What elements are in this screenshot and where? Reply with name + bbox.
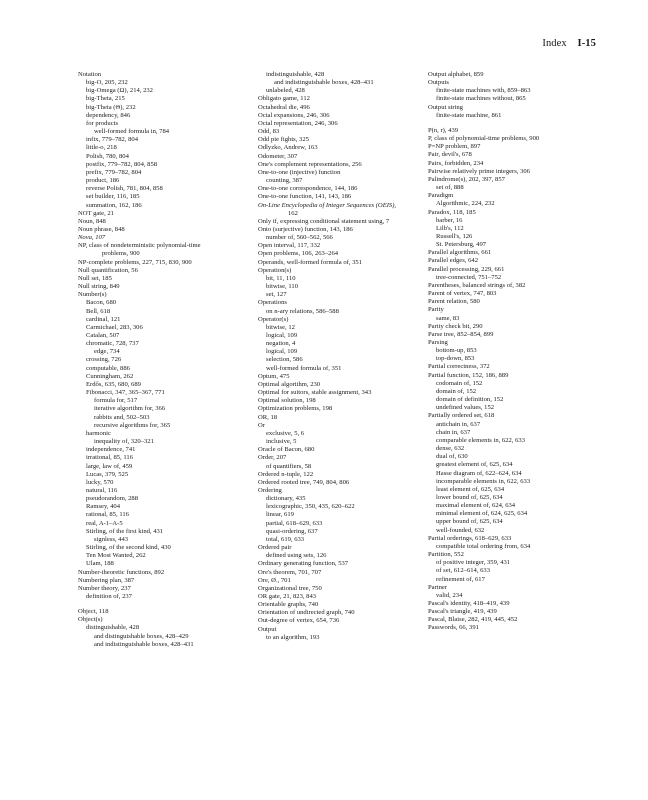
index-subentry: and indistinguishable boxes, 428–431: [94, 640, 194, 648]
index-entry: Number-theoretic functions, 892: [78, 568, 165, 576]
index-subentry: same, 83: [436, 314, 460, 322]
index-entry: Odd, 83: [258, 128, 280, 136]
index-entry: Optimization problems, 198: [258, 405, 333, 413]
index-subentry: of positive integer, 359, 431: [436, 559, 511, 567]
index-subentry: Ten Most Wanted, 262: [86, 552, 146, 560]
index-entry: Passwords, 66, 391: [428, 624, 479, 632]
index-entry: Orientable graphs, 740: [258, 601, 319, 609]
index-entry: Parsing: [428, 339, 448, 346]
index-entry: Partner: [428, 583, 448, 591]
index-subentry: for products: [86, 119, 119, 127]
index-subentry: big-Omega (Ω), 214, 232: [86, 87, 153, 95]
index-subentry: Bacon, 680: [86, 299, 117, 307]
index-entry: Parallel algorithms, 661: [428, 249, 492, 257]
index-entry: Ore's theorem, 701, 707: [258, 568, 322, 576]
index-entry: Onto (surjective) function, 143, 186: [258, 225, 353, 233]
index-entry: One-to-one correspondence, 144, 186: [258, 185, 358, 193]
index-subentry: Polish, 780, 804: [86, 152, 129, 160]
index-entry: Only if, expressing conditional statement using, 7: [258, 217, 390, 225]
index-entry: Open interval, 117, 332: [258, 242, 321, 250]
index-entry: Ordering: [258, 486, 282, 494]
index-entry: Order, 207: [258, 454, 287, 462]
index-entry: NP, class of nondeterministic polynomial-time: [78, 242, 201, 250]
index-subentry: bit, 11, 110: [266, 274, 296, 282]
index-entry: P=NP problem, 897: [428, 143, 481, 151]
index-subentry: prefix, 779–782, 804: [86, 168, 142, 176]
index-entry: Optimal algorithm, 230: [258, 380, 321, 388]
index-entry: OR gate, 21, 823, 843: [258, 593, 317, 600]
index-subentry: on n-ary relations, 586–588: [266, 307, 339, 315]
index-subentry: number of, 560–562, 566: [266, 234, 333, 242]
index-entry: Pascal's triangle, 419, 439: [428, 608, 497, 616]
index-entry: OR, 18: [258, 413, 278, 421]
index-subentry: negation, 4: [266, 340, 296, 348]
index-subentry: logical, 109: [266, 348, 298, 356]
index-subentry: inclusive, 5: [266, 438, 297, 446]
index-subentry: codomain of, 152: [436, 379, 483, 387]
index-subentry: compatible total ordering from, 634: [436, 542, 531, 550]
index-subentry: product, 186: [86, 177, 120, 185]
index-entry: P(n, r), 439: [428, 126, 459, 134]
index-entry: Orientation of undirected graph, 740: [258, 609, 355, 617]
index-entry: Partial function, 152, 186, 889: [428, 371, 509, 379]
index-subentry: unlabeled, 428: [266, 87, 305, 95]
index-subentry: upper bound of, 625, 634: [436, 518, 503, 526]
index-subentry: distinguishable, 428: [86, 624, 140, 632]
index-subentry: Hasse diagram of, 622–624, 634: [436, 469, 522, 477]
index-subentry: computable, 886: [86, 364, 130, 372]
index-entry: Null string, 849: [78, 283, 120, 291]
index-entry: Parentheses, balanced strings of, 382: [428, 281, 526, 289]
index-entry: Paradox, 118, 185: [428, 208, 476, 216]
index-subentry: irrational, 85, 116: [86, 454, 133, 462]
index-entry: Parallel processing, 229, 661: [428, 265, 505, 273]
index-subentry: set, 127: [266, 291, 287, 299]
index-subentry: inequality of, 320–321: [94, 438, 154, 446]
index-subentry: real, A-1–A-5: [86, 519, 123, 527]
index-entry: Parse tree, 852–854, 899: [428, 330, 494, 338]
index-subentry: tree-connected, 751–752: [436, 273, 502, 281]
index-entry: Pascal, Blaise, 282, 419, 445, 452: [428, 616, 518, 624]
index-entry: Output string: [428, 103, 463, 111]
index-entry: P, class of polynomial-time problems, 900: [428, 135, 540, 143]
index-entry: Open problems, 106, 263–264: [258, 250, 339, 258]
section-gap: [428, 120, 608, 127]
index-subentry: undefined values, 152: [436, 404, 495, 412]
index-entry: Organizational tree, 750: [258, 584, 322, 592]
index-subentry: pseudorandom, 288: [86, 495, 139, 503]
index-entry: Odometer, 307: [258, 152, 298, 160]
index-entry: NP-complete problems, 227, 715, 830, 900: [78, 258, 192, 266]
index-subentry: St. Petersburg, 497: [436, 241, 487, 249]
index-subentry: incomparable elements in, 622, 633: [436, 477, 531, 485]
index-entry: Operator(s): [258, 315, 289, 323]
index-entry: Optimal solution, 198: [258, 397, 316, 405]
index-entry: Numbering plan, 387: [78, 576, 135, 584]
index-entry: Octal representation, 246, 306: [258, 119, 338, 127]
index-column-2: [258, 71, 430, 642]
index-entry: Palindrome(s), 202, 397, 857: [428, 175, 505, 183]
index-subentry: Catalan, 507: [86, 332, 120, 339]
index-entry: Or: [258, 421, 265, 429]
index-entry: Number theory, 237: [78, 584, 131, 592]
index-entry: Pair, devil's, 678: [428, 151, 472, 159]
index-subentry: partial, 618–629, 633: [266, 519, 323, 527]
index-subentry: finite-state machines without, 865: [436, 95, 526, 103]
index-subentry: big-Theta (Θ), 232: [86, 103, 136, 111]
index-entry: Paradigm: [428, 192, 454, 200]
index-entry: Ordered rooted tree, 749, 804, 806: [258, 478, 350, 486]
index-entry: Partial correctness, 372: [428, 363, 490, 371]
index-label: Index: [542, 38, 567, 49]
index-subentry: defined using sets, 126: [266, 552, 327, 560]
index-entry: One-to-one (injective) function: [258, 168, 341, 176]
index-entry: Noun, 848: [78, 217, 106, 225]
index-subentry: exclusive, 5, 6: [266, 429, 305, 437]
index-subentry: dependency, 846: [86, 111, 131, 119]
index-entry: Null set, 185: [78, 274, 112, 282]
index-subentry: Algorithmic, 224, 232: [436, 200, 495, 208]
index-subentry: problems, 900: [102, 250, 140, 258]
index-column-3: [428, 71, 608, 633]
index-subentry: large, law of, 459: [86, 462, 133, 470]
index-entry: Octal expansions, 246, 306: [258, 111, 330, 119]
index-subentry: and indistinguishable boxes, 428–431: [274, 79, 374, 87]
section-gap: [78, 601, 256, 608]
index-subentry: dictionary, 435: [266, 495, 306, 503]
index-subentry: minimal element of, 624, 625, 634: [436, 510, 528, 518]
index-entry: Parallel edges, 642: [428, 257, 478, 265]
index-subentry: summation, 162, 186: [86, 201, 142, 209]
index-entry: Oracle of Bacon, 680: [258, 446, 315, 454]
index-subentry: selection, 586: [266, 356, 303, 364]
index-entry: Pascal's identity, 418–419, 439: [428, 600, 510, 607]
index-subentry: edge, 734: [94, 348, 120, 356]
index-entry: Partially ordered set, 618: [428, 412, 495, 420]
index-entry: Parent of vertex, 747, 803: [428, 290, 497, 298]
index-subentry: refinement of, 617: [436, 575, 485, 583]
index-subentry: iterative algorithm for, 366: [94, 405, 166, 413]
index-entry: Nova, 107: [78, 234, 106, 242]
index-entry: Out-degree of vertex, 654, 736: [258, 617, 340, 625]
index-subentry: bottom-up, 853: [436, 347, 477, 355]
index-subentry: formula for, 517: [94, 397, 138, 405]
index-subentry: and distinguishable boxes, 428–429: [94, 632, 189, 640]
index-subentry: total, 619, 633: [266, 535, 305, 543]
index-subentry: maximal element of, 624, 634: [436, 502, 516, 510]
index-entry: Partition, 552: [428, 551, 464, 559]
index-entry: NOT gate, 21: [78, 209, 114, 217]
index-subentry: top-down, 853: [436, 355, 475, 363]
index-subentry: Ulam, 188: [86, 560, 114, 568]
index-entry: Operations: [258, 299, 287, 307]
index-subentry: big-O, 205, 232: [86, 79, 128, 87]
index-subentry: Cunningham, 262: [86, 372, 134, 380]
index-entry: Ordinary generating function, 537: [258, 560, 349, 568]
index-entry: Output: [258, 625, 277, 633]
index-entry: Null quantification, 56: [78, 266, 138, 274]
index-subentry: set of, 888: [436, 184, 464, 192]
index-entry: Odlyzko, Andrew, 163: [258, 144, 318, 152]
index-subentry: little-o, 218: [86, 144, 117, 152]
index-subentry: Stirling, of the first kind, 431: [86, 527, 164, 535]
index-subentry: crossing, 726: [86, 356, 122, 364]
index-entry: Number(s): [78, 291, 107, 299]
index-subentry: big-Theta, 215: [86, 95, 125, 103]
index-subentry: independence, 741: [86, 446, 136, 454]
index-column-1: [78, 71, 256, 649]
index-subentry: Erdős, 635, 680, 689: [86, 380, 141, 388]
page-number: I-15: [577, 38, 596, 49]
index-subentry: dense, 632: [436, 445, 465, 453]
index-subentry: greatest element of, 625, 634: [436, 461, 513, 469]
index-subentry: least element of, 625, 634: [436, 485, 505, 493]
index-subentry: valid, 234: [436, 591, 463, 599]
index-entry: Noun phrase, 848: [78, 225, 125, 233]
index-entry: One-to-one function, 141, 143, 186: [258, 193, 352, 201]
index-subentry: of quantifiers, 58: [266, 462, 312, 470]
index-subentry: to an algorithm, 193: [266, 633, 320, 641]
index-entry: On-Line Encyclopedia of Integer Sequences (OEIS),: [258, 201, 397, 209]
index-entry: Outputs: [428, 79, 449, 87]
index-subentry: reverse Polish, 781, 804, 858: [86, 185, 163, 193]
index-subentry: Bell, 618: [86, 307, 111, 315]
index-subentry: quasi-ordering, 637: [266, 527, 318, 535]
index-subentry: 162: [288, 209, 298, 217]
index-entry: Ordered n-tuple, 122: [258, 470, 314, 478]
index-entry: Pairs, forbidden, 234: [428, 159, 484, 167]
index-entry: Pairwise relatively prime integers, 306: [428, 167, 530, 175]
index-subentry: Carmichael, 283, 306: [86, 323, 143, 331]
index-subentry: bitwise, 12: [266, 323, 295, 331]
index-entry: One's complement representations, 256: [258, 160, 362, 168]
index-entry: Operation(s): [258, 266, 292, 274]
index-subentry: rabbits and, 502–503: [94, 413, 150, 421]
index-subentry: of set, 612–614, 633: [436, 567, 491, 575]
index-entry: Operands, well-formed formula of, 351: [258, 258, 363, 266]
index-subentry: Russell's, 126: [436, 232, 473, 240]
index-subentry: well-formed formula of, 351: [266, 364, 342, 372]
index-subentry: lucky, 570: [86, 478, 114, 486]
index-subentry: lower bound of, 625, 634: [436, 493, 503, 501]
index-entry: Ordered pair: [258, 544, 292, 552]
index-subentry: indistinguishable, 428: [266, 71, 325, 78]
index-subentry: Stirling, of the second kind, 430: [86, 544, 171, 552]
index-subentry: Ramsey, 404: [86, 503, 121, 511]
index-entry: Optum, 475: [258, 372, 290, 380]
index-subentry: signless, 443: [94, 535, 129, 543]
index-subentry: Lucas, 379, 525: [86, 470, 129, 478]
index-subentry: logical, 109: [266, 332, 298, 339]
index-entry: Output alphabet, 859: [428, 71, 484, 78]
index-subentry: lexicographic, 350, 435, 620–622: [266, 503, 355, 511]
running-header: [542, 38, 596, 49]
index-entry: Parity: [428, 306, 444, 314]
index-subentry: set builder, 116, 185: [86, 193, 140, 201]
index-subentry: dual of, 630: [436, 453, 468, 461]
index-entry: Partial orderings, 618–629, 633: [428, 534, 512, 542]
index-subentry: harmonic: [86, 429, 111, 437]
index-subentry: natural, 116: [86, 486, 118, 494]
index-entry: Object, 118: [78, 608, 109, 616]
index-subentry: finite-state machine, 861: [436, 111, 502, 119]
index-entry: Optimal for suitors, stable assignment, 343: [258, 389, 372, 397]
index-subentry: chain in, 637: [436, 428, 471, 436]
index-entry: Parent relation, 580: [428, 298, 480, 306]
index-subentry: well-founded, 632: [436, 526, 485, 534]
index-entry: Parity check bit, 290: [428, 322, 483, 330]
index-entry: Odd pie fights, 325: [258, 136, 309, 144]
index-subentry: finite-state machines with, 859–863: [436, 87, 531, 95]
index-subentry: linear, 619: [266, 511, 294, 519]
index-subentry: barber, 16: [436, 216, 463, 224]
index-subentry: domain of definition, 152: [436, 396, 504, 404]
index-subentry: comparable elements in, 622, 633: [436, 436, 525, 444]
index-subentry: postfix, 779–782, 804, 858: [86, 160, 158, 168]
index-subentry: Lilb's, 112: [436, 224, 464, 232]
index-subentry: cardinal, 121: [86, 315, 121, 323]
index-subentry: bitwise, 110: [266, 283, 298, 291]
index-entry: Object(s): [78, 616, 103, 624]
index-subentry: infix, 779–782, 804: [86, 136, 139, 144]
index-subentry: chromatic, 728, 737: [86, 340, 139, 348]
index-subentry: antichain in, 637: [436, 420, 481, 428]
index-subentry: definition of, 237: [86, 593, 132, 600]
index-subentry: Fibonacci, 347, 365–367, 771: [86, 389, 165, 397]
index-subentry: domain of, 152: [436, 387, 477, 395]
index-entry: Octahedral die, 496: [258, 103, 310, 111]
index-subentry: counting, 387: [266, 177, 303, 185]
index-subentry: rational, 85, 116: [86, 511, 129, 519]
index-subentry: recursive algorithms for, 365: [94, 421, 171, 429]
index-entry: Ore, Ø., 701: [258, 576, 291, 584]
index-entry: Obligato game, 112: [258, 95, 310, 103]
index-subentry: well-formed formula in, 784: [94, 128, 170, 136]
index-entry: Notation: [78, 71, 102, 78]
